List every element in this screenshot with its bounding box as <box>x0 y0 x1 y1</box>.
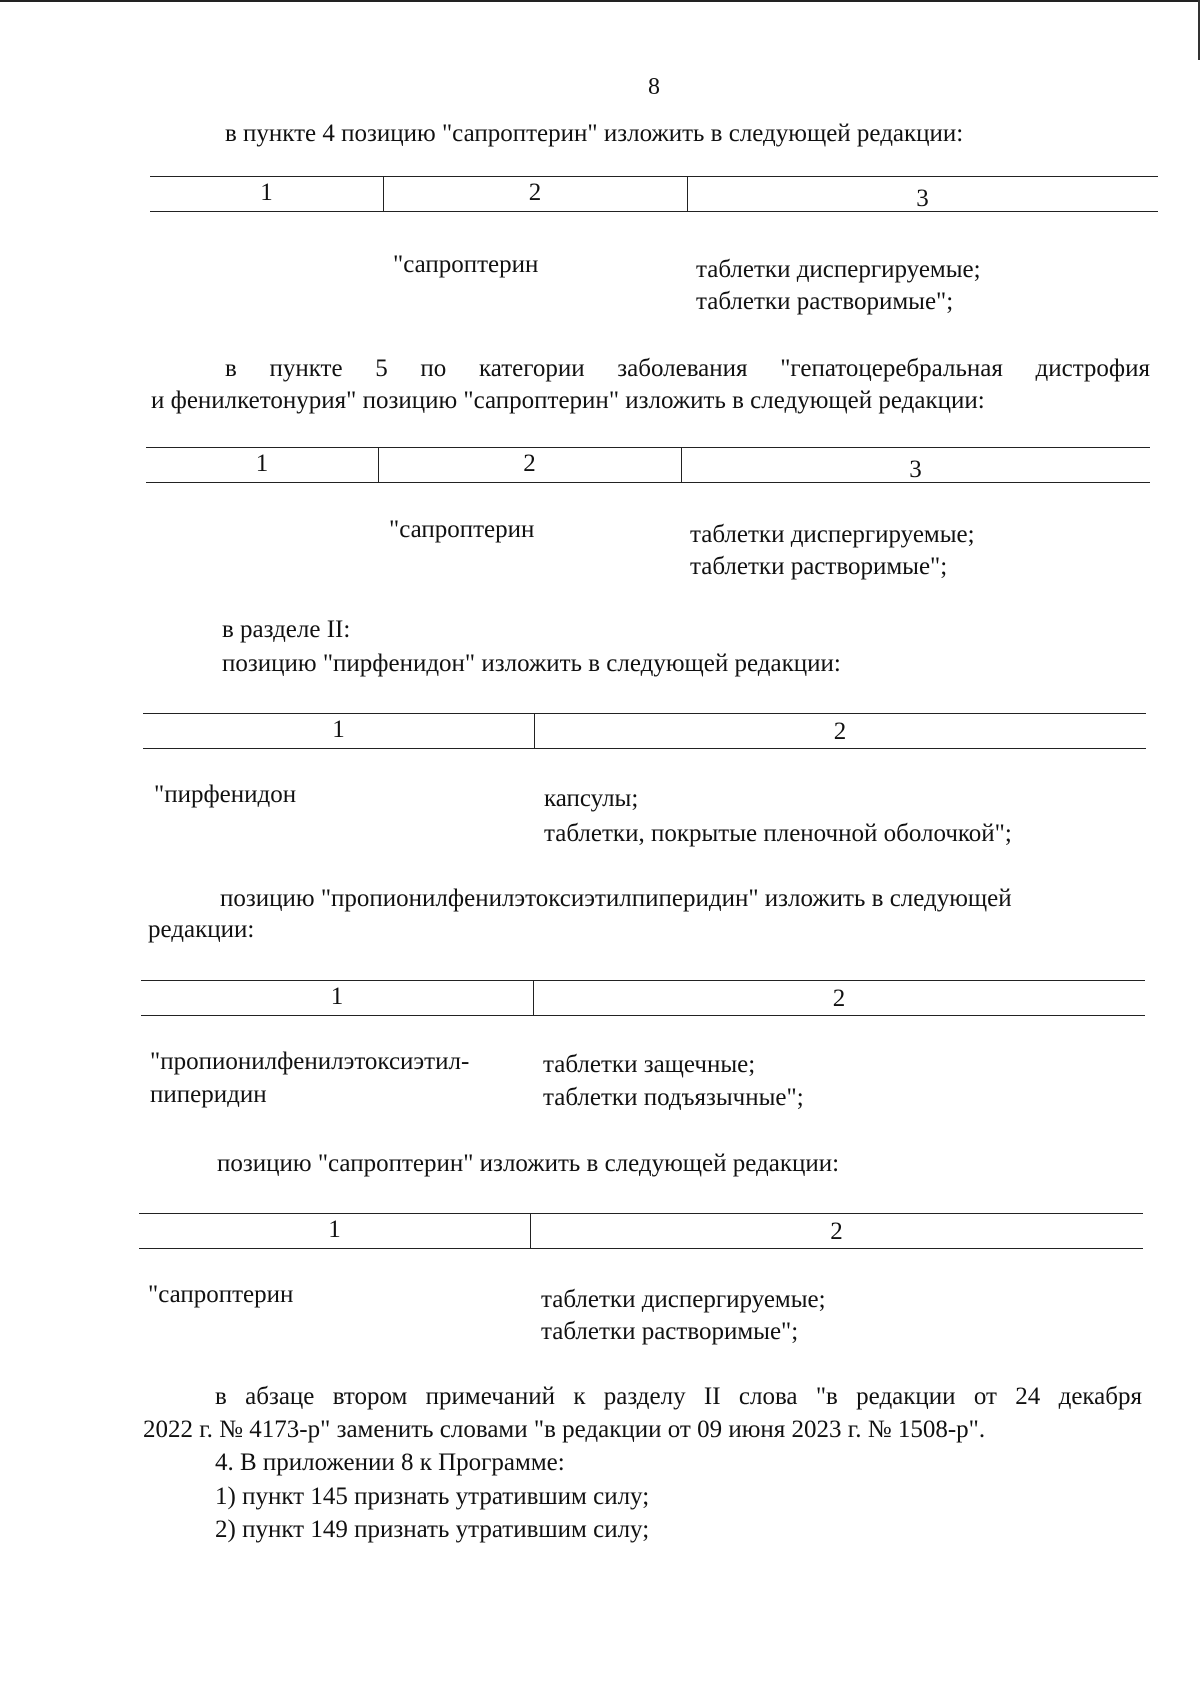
column-number: 2 <box>830 1218 843 1245</box>
column-number: 3 <box>909 456 922 483</box>
dosage-form: таблетки подъязычные"; <box>543 1084 804 1111</box>
dosage-form: таблетки, покрытые пленочной оболочкой"; <box>544 820 1012 847</box>
column-number: 2 <box>528 179 542 206</box>
paragraph-section2: в разделе II: <box>222 616 351 643</box>
dosage-form: таблетки диспергируемые; <box>690 521 975 548</box>
dosage-form: таблетки растворимые"; <box>541 1318 799 1345</box>
dosage-form: таблетки растворимые"; <box>696 288 954 315</box>
column-number: 2 <box>833 718 847 745</box>
paragraph-appendix8: 4. В приложении 8 к Программе: <box>215 1449 565 1476</box>
column-number: 1 <box>332 716 345 743</box>
column-number: 1 <box>255 450 269 477</box>
table-header-5 <box>139 1213 1143 1249</box>
list-item: 2) пункт 149 признать утратившим силу; <box>215 1516 650 1543</box>
paragraph-point4: в пункте 4 позицию "сапроптерин" изложить в следующей редакции: <box>225 120 964 147</box>
list-item: 1) пункт 145 признать утратившим силу; <box>215 1483 650 1510</box>
paragraph-pirfenidone: позицию "пирфенидон" изложить в следующей редакции: <box>222 650 841 677</box>
drug-name: пиперидин <box>150 1081 267 1108</box>
paragraph-propionylphenyl-line2: редакции: <box>148 916 255 943</box>
paragraph-notes-line2: 2022 г. № 4173-р" заменить словами "в редакции от 09 июня 2023 г. № 1508-р". <box>143 1416 986 1443</box>
column-number: 3 <box>916 185 929 212</box>
dosage-form: таблетки растворимые"; <box>690 553 948 580</box>
scan-top-edge <box>0 0 1200 2</box>
drug-name: "пирфенидон <box>154 781 297 808</box>
dosage-form: капсулы; <box>544 785 639 812</box>
table-header-3 <box>143 713 1146 749</box>
paragraph-propionylphenyl-line1: позицию "пропионилфенилэтоксиэтилпиперидин" изложить в следующей <box>220 885 1012 912</box>
column-number: 1 <box>328 1216 341 1243</box>
drug-name: "сапроптерин <box>389 516 535 543</box>
column-number: 1 <box>330 983 344 1010</box>
paragraph-point5-line1: в пункте 5 по категории заболевания "гепатоцеребральная дистрофия <box>225 355 1150 382</box>
paragraph-point5-line2: и фенилкетонурия" позицию "сапроптерин" изложить в следующей редакции: <box>151 387 985 414</box>
paragraph-sapropterin: позицию "сапроптерин" изложить в следующей редакции: <box>217 1150 840 1177</box>
table-header-2 <box>146 447 1150 483</box>
dosage-form: таблетки диспергируемые; <box>696 256 981 283</box>
drug-name: "сапроптерин <box>148 1281 294 1308</box>
column-number: 1 <box>260 179 273 206</box>
dosage-form: таблетки диспергируемые; <box>541 1286 826 1313</box>
drug-name: "пропионилфенилэтоксиэтил- <box>150 1048 470 1075</box>
paragraph-notes-line1: в абзаце втором примечаний к разделу II слова "в редакции от 24 декабря <box>215 1383 1142 1410</box>
drug-name: "сапроптерин <box>393 251 539 278</box>
column-number: 2 <box>523 450 536 477</box>
table-header-1 <box>150 176 1158 212</box>
table-header-4 <box>141 980 1145 1016</box>
dosage-form: таблетки защечные; <box>543 1051 756 1078</box>
page-number: 8 <box>648 74 660 100</box>
column-number: 2 <box>832 985 846 1012</box>
